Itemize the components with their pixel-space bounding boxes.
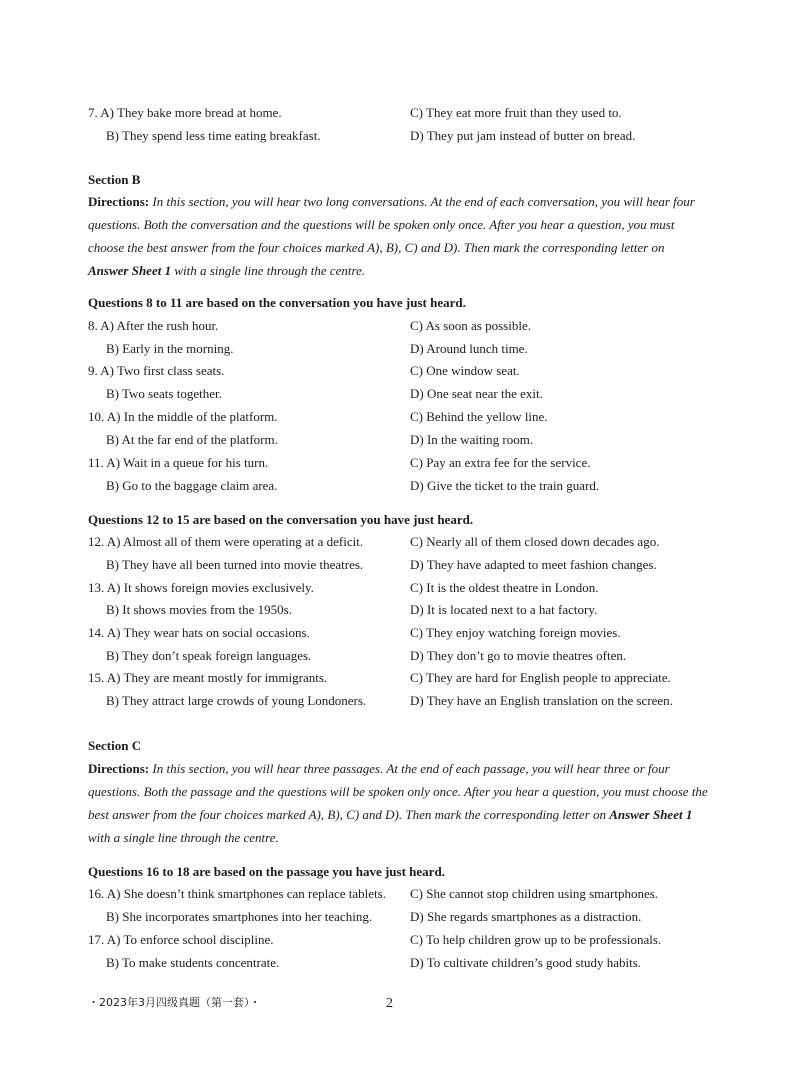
directions-text: In this section, you will hear three passages. At the end of each passage, you will hear three or four questions. Both the passage and the questions will be spoken only once. After you hear a question, you must choose the best answer from the four choices marked A), B), C) and D). Then mark the corresponding letter on xyxy=(88,761,708,822)
group2-heading: Questions 12 to 15 are based on the conversation you have just heard. xyxy=(88,512,474,527)
q16-option-b: B) She incorporates smartphones into her teaching. xyxy=(106,909,373,924)
q10-option-b: B) At the far end of the platform. xyxy=(106,432,278,447)
q15-option-d: D) They have an English translation on the screen. xyxy=(410,693,673,708)
q14-option-a: 14. A) They wear hats on social occasions. xyxy=(88,625,310,640)
section-b-heading: Section B xyxy=(88,172,141,187)
q8-option-a: 8. A) After the rush hour. xyxy=(88,318,219,333)
q15-option-c: C) They are hard for English people to appreciate. xyxy=(410,670,671,685)
q16-option-c: C) She cannot stop children using smartphones. xyxy=(410,886,659,901)
q15-option-a: 15. A) They are meant mostly for immigrants. xyxy=(88,670,328,685)
q16-option-a: 16. A) She doesn’t think smartphones can replace tablets. xyxy=(88,886,386,901)
q12-option-d: D) They have adapted to meet fashion changes. xyxy=(410,557,657,572)
q11-option-d: D) Give the ticket to the train guard. xyxy=(410,478,600,493)
q17-option-a: 17. A) To enforce school discipline. xyxy=(88,932,274,947)
group1-heading: Questions 8 to 11 are based on the conversation you have just heard. xyxy=(88,295,466,310)
section-c-directions xyxy=(88,757,708,849)
answer-sheet-label: Answer Sheet 1 xyxy=(88,263,172,278)
q9-option-c: C) One window seat. xyxy=(410,363,520,378)
q9-option-d: D) One seat near the exit. xyxy=(410,386,543,401)
q11-option-c: C) Pay an extra fee for the service. xyxy=(410,455,591,470)
footer-exam-title: ・2023年3月四级真题（第一套）・ xyxy=(88,996,261,1009)
answer-sheet-label: Answer Sheet 1 xyxy=(609,807,693,822)
q14-option-c: C) They enjoy watching foreign movies. xyxy=(410,625,621,640)
q14-option-d: D) They don’t go to movie theatres often. xyxy=(410,648,627,663)
q15-option-b: B) They attract large crowds of young Londoners. xyxy=(106,693,367,708)
q17-option-c: C) To help children grow up to be professionals. xyxy=(410,932,662,947)
q9-option-a: 9. A) Two first class seats. xyxy=(88,363,225,378)
q11-option-b: B) Go to the baggage claim area. xyxy=(106,478,278,493)
q13-option-b: B) It shows movies from the 1950s. xyxy=(106,602,292,617)
q7-option-a: 7. A) They bake more bread at home. xyxy=(88,105,282,120)
q10-option-a: 10. A) In the middle of the platform. xyxy=(88,409,278,424)
q8-option-c: C) As soon as possible. xyxy=(410,318,531,333)
q10-option-c: C) Behind the yellow line. xyxy=(410,409,548,424)
directions-label: Directions: xyxy=(88,761,150,776)
directions-end: with a single line through the centre. xyxy=(171,263,366,278)
page-number: 2 xyxy=(386,996,393,1011)
q8-option-d: D) Around lunch time. xyxy=(410,341,528,356)
q17-option-d: D) To cultivate children’s good study habits. xyxy=(410,955,642,970)
section-c-heading: Section C xyxy=(88,738,142,753)
q13-option-a: 13. A) It shows foreign movies exclusively. xyxy=(88,580,314,595)
q11-option-a: 11. A) Wait in a queue for his turn. xyxy=(88,455,269,470)
q10-option-d: D) In the waiting room. xyxy=(410,432,534,447)
q16-option-d: D) She regards smartphones as a distraction. xyxy=(410,909,642,924)
q12-option-c: C) Nearly all of them closed down decades ago. xyxy=(410,534,660,549)
q7-option-b: B) They spend less time eating breakfast. xyxy=(106,128,321,143)
q14-option-b: B) They don’t speak foreign languages. xyxy=(106,648,312,663)
q12-option-b: B) They have all been turned into movie theatres. xyxy=(106,557,364,572)
q7-option-d: D) They put jam instead of butter on bread. xyxy=(410,128,636,143)
group3-heading: Questions 16 to 18 are based on the passage you have just heard. xyxy=(88,864,445,879)
q9-option-b: B) Two seats together. xyxy=(106,386,222,401)
section-b-directions xyxy=(88,190,708,282)
q13-option-d: D) It is located next to a hat factory. xyxy=(410,602,598,617)
q13-option-c: C) It is the oldest theatre in London. xyxy=(410,580,599,595)
q7-option-c: C) They eat more fruit than they used to. xyxy=(410,105,622,120)
q17-option-b: B) To make students concentrate. xyxy=(106,955,280,970)
directions-end: with a single line through the centre. xyxy=(88,830,279,845)
directions-label: Directions: xyxy=(88,194,150,209)
q12-option-a: 12. A) Almost all of them were operating at a deficit. xyxy=(88,534,364,549)
directions-text: In this section, you will hear two long conversations. At the end of each conversation, you will hear four questions. Both the conversation and the questions will be spoken only once. After you hear a question, you must choose the best answer from the four choices marked A), B), C) and D). Then mark the corresponding letter on xyxy=(88,194,695,255)
q8-option-b: B) Early in the morning. xyxy=(106,341,234,356)
